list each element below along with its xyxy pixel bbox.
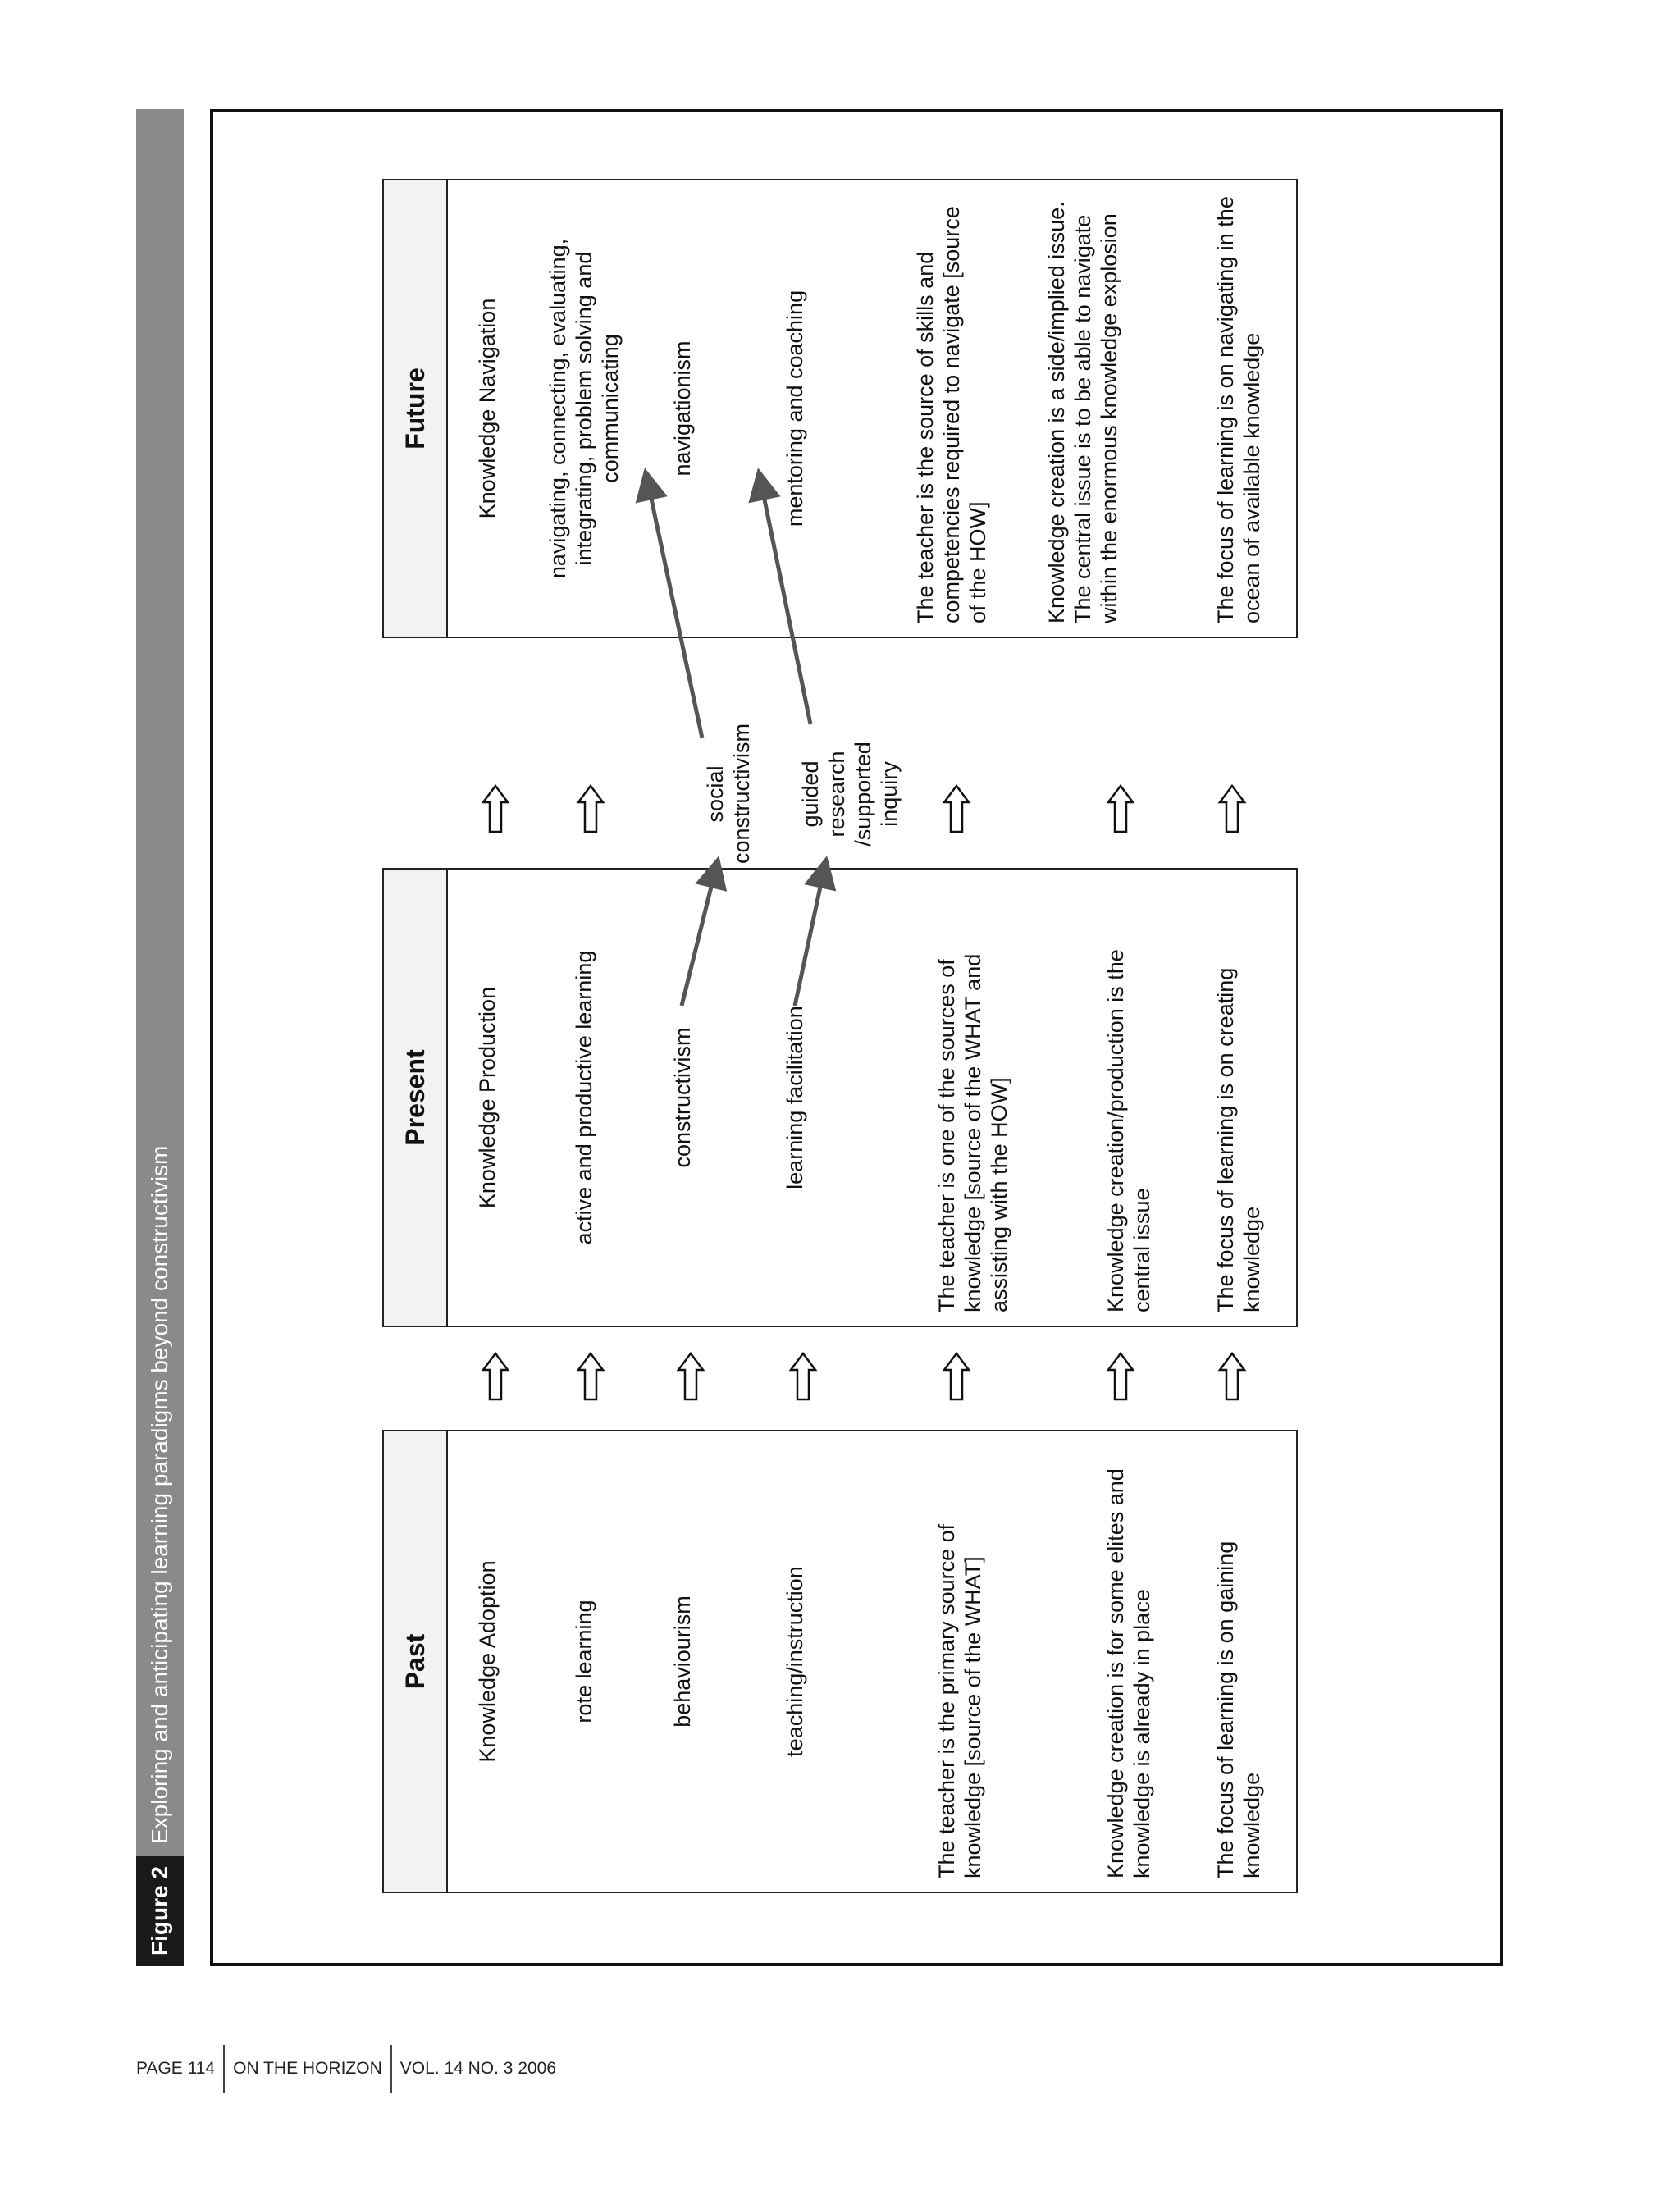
diagram-stage bbox=[382, 179, 1309, 1893]
present-row-1: Knowledge Production bbox=[475, 986, 500, 1209]
column-header-past: Past bbox=[384, 1431, 448, 1892]
page-footer bbox=[136, 2051, 556, 2087]
figure-caption bbox=[136, 109, 184, 1966]
past-row-5: The teacher is the primary source of knowledge [source of the WHAT] bbox=[934, 1523, 985, 1878]
present-row-5: The teacher is one of the sources of knowledge [source of the WHAT and assisting with the HOW] bbox=[934, 953, 1011, 1312]
column-header-present: Present bbox=[384, 870, 448, 1326]
volume-info: VOL. 14 NO. 3 2006 bbox=[399, 2059, 557, 2078]
past-row-1: Knowledge Adoption bbox=[475, 1560, 500, 1763]
journal-name: ON THE HORIZON bbox=[233, 2059, 382, 2078]
present-row-4: learning facilitation bbox=[783, 1006, 807, 1189]
guided-research-label: guided research /supported inquiry bbox=[798, 742, 902, 847]
figure-title: Exploring and anticipating learning paradigms beyond constructivism bbox=[147, 1145, 172, 1844]
future-row-3: navigationism bbox=[670, 340, 695, 477]
future-row-1: Knowledge Navigation bbox=[475, 298, 500, 519]
past-row-6: Knowledge creation is for some elites and knowledge is already in place bbox=[1103, 1468, 1154, 1878]
future-row-6: Knowledge creation is a side/implied issue. The central issue is to be able to navigate within the enormous knowledge explosion bbox=[1044, 201, 1121, 623]
column-header-future: Future bbox=[384, 180, 448, 637]
footer-divider bbox=[223, 2045, 225, 2093]
past-row-4: teaching/instruction bbox=[783, 1566, 807, 1757]
arrow-guided-to-mentoring bbox=[760, 476, 810, 724]
page-number: PAGE 114 bbox=[136, 2059, 216, 2078]
arrow-social-to-navigationism bbox=[646, 476, 702, 738]
future-row-5: The teacher is the source of skills and competencies required to navigate [source of the HOW] bbox=[913, 206, 990, 623]
footer-divider bbox=[390, 2045, 392, 2093]
future-row-2: navigating, connecting, evaluating, integrating, problem solving and communicating bbox=[546, 238, 623, 579]
past-row-7: The focus of learning is on gaining knowledge bbox=[1213, 1541, 1264, 1878]
past-row-2: rote learning bbox=[572, 1600, 596, 1723]
present-row-3: constructivism bbox=[670, 1027, 695, 1168]
arrow-facilitation-to-guided bbox=[795, 864, 825, 1006]
figure-label: Figure 2 bbox=[147, 1866, 172, 1956]
social-constructivism-label: social constructivism bbox=[703, 723, 754, 864]
present-row-6: Knowledge creation/production is the central issue bbox=[1103, 949, 1154, 1312]
diagonal-arrows bbox=[382, 179, 1309, 1893]
future-row-4: mentoring and coaching bbox=[783, 290, 807, 527]
past-row-3: behaviourism bbox=[670, 1595, 695, 1728]
present-row-2: active and productive learning bbox=[572, 950, 596, 1245]
present-row-7: The focus of learning is on creating knowledge bbox=[1213, 967, 1264, 1312]
arrow-constructivism-to-social bbox=[682, 864, 717, 1006]
future-row-7: The focus of learning is on navigating in the ocean of available knowledge bbox=[1213, 196, 1264, 623]
